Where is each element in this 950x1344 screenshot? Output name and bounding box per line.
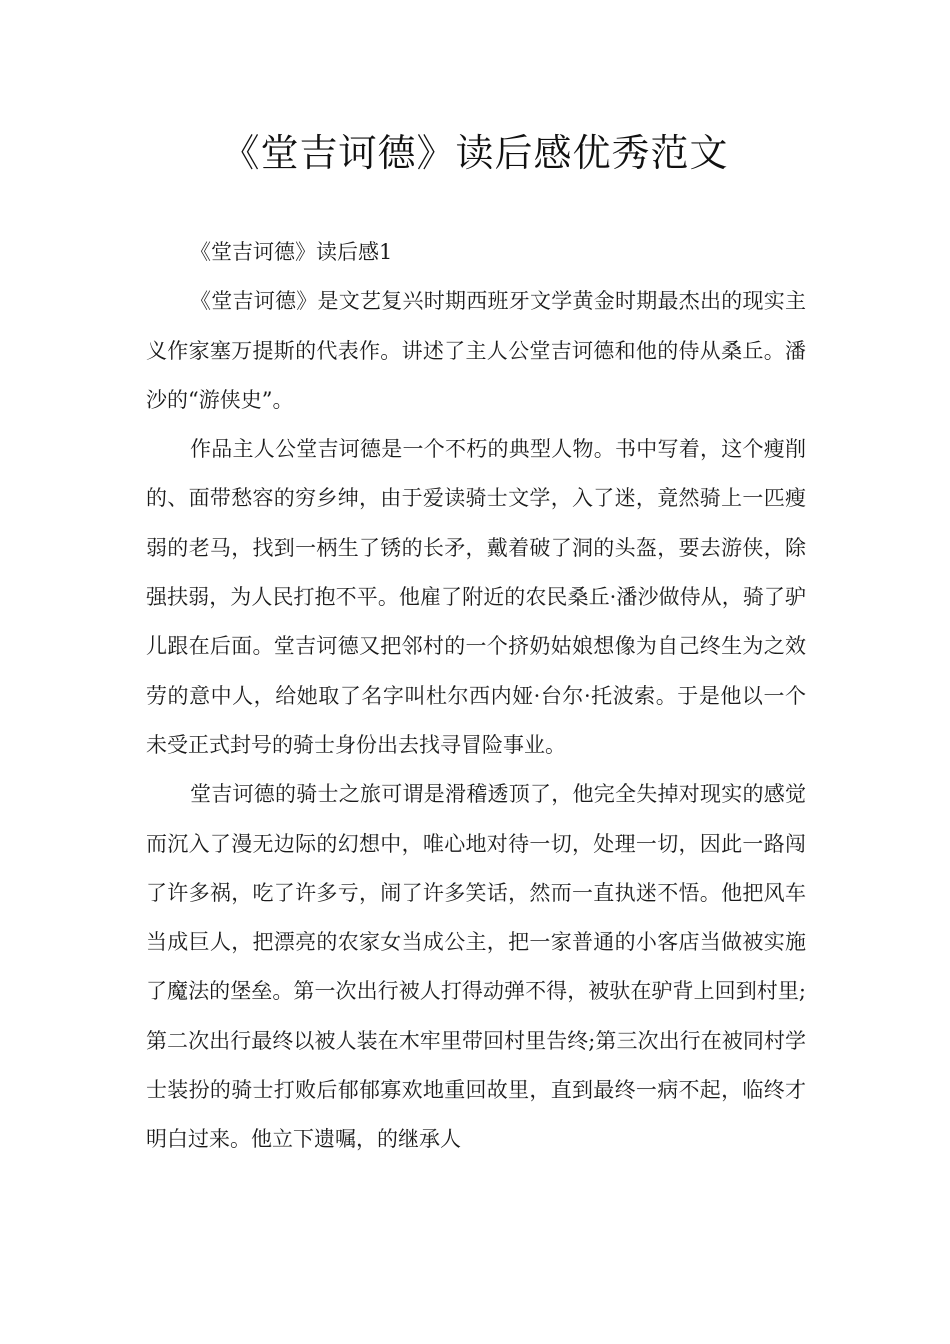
document-body — [146, 228, 806, 1165]
document-title: 《堂吉诃德》读后感优秀范文 — [221, 131, 729, 175]
paragraph-3: 堂吉诃德的骑士之旅可谓是滑稽透顶了，他完全失掉对现实的感觉而沉入了漫无边际的幻想中，唯心地对待一切，处理一切，因此一路闯了许多祸，吃了许多亏，闹了许多笑话，然而一直执迷不悟。他把风车当成巨人，把漂亮的农家女当成公主，把一家普通的小客店当做被实施了魔法的堡垒。第一次出行被人打得动弹不得，被驮在驴背上回到村里;第二次出行最终以被人装在木牢里带回村里告终;第三次出行在被同村学士装扮的骑士打败后郁郁寡欢地重回故里，直到最终一病不起，临终才明白过来。他立下遗嘱，的继承人 — [146, 782, 806, 1152]
section-heading: 《堂吉诃德》读后感1 — [190, 240, 393, 264]
paragraph-1: 《堂吉诃德》是文艺复兴时期西班牙文学黄金时期最杰出的现实主义作家塞万提斯的代表作。讲述了主人公堂吉诃德和他的侍从桑丘。潘沙的“游侠史”。 — [146, 289, 806, 412]
paragraph-2: 作品主人公堂吉诃德是一个不朽的典型人物。书中写着，这个瘦削的、面带愁容的穷乡绅，由于爱读骑士文学，入了迷，竟然骑上一匹瘦弱的老马，找到一柄生了锈的长矛，戴着破了洞的头盔，要去游侠，除强扶弱，为人民打抱不平。他雇了附近的农民桑丘·潘沙做侍从，骑了驴儿跟在后面。堂吉诃德又把邻村的一个挤奶姑娘想像为自己终生为之效劳的意中人，给她取了名字叫杜尔西内娅·台尔·托波索。于是他以一个未受正式封号的骑士身份出去找寻冒险事业。 — [146, 437, 806, 757]
